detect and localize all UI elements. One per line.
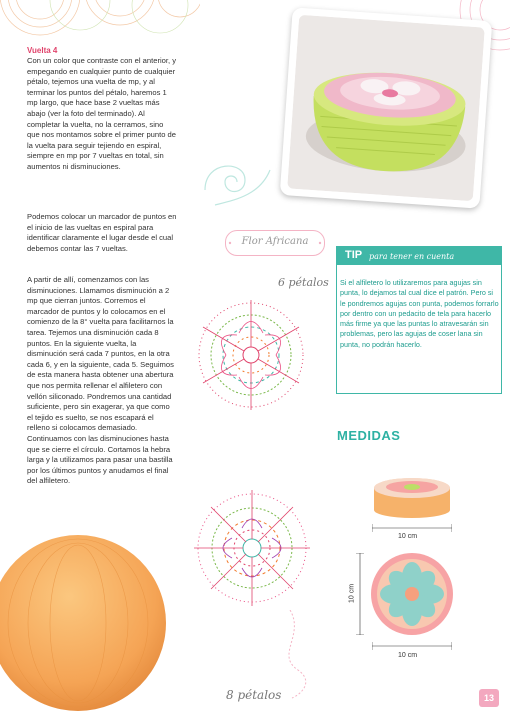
dotted-connector <box>270 610 320 700</box>
diagram-label-8-petals: 8 pétalos <box>226 688 282 702</box>
crochet-diagram-6-petals <box>186 290 316 420</box>
tip-text: Si el alfiletero lo utilizaremos para agujas sin punta, lo dejamos tal cual dice el patrón. Pero si le pondremos agujas con punta, podemos forrarlo por dentro con un pedacito de tela para hacerlo más firme ya que las puntas lo atravesarán sin problemas, pero las agujas de coser lana sin punta, no podrán hacerlo. <box>340 278 499 349</box>
decorative-doily-top-left <box>0 0 200 50</box>
pincushion-photo <box>287 15 485 202</box>
measure-width-line-bottom <box>372 642 452 652</box>
height-label-side: 10 cm <box>348 583 356 604</box>
pincushion-photo-frame <box>280 7 493 208</box>
diagram-label-6-petals: 6 pétalos <box>278 276 329 289</box>
paragraph-1: Con un color que contraste con el anterior, y empegando en cualquier punto de cualquier pétalo, tejemos una vuelta de mp, y al terminar los puntos del pétalo, haremos 1 mp largo, que hace base 2 vueltas más abajo (ver la foto del terminado). Al completar la vuelta, no la cerramos, sino que nos montamos sobre el primer punto de la vuelta para seguir tejiendo en espiral, siempre en mp por 7 vueltas en total, sin aumentos ni disminuciones. <box>27 56 177 171</box>
badge-label: Flor Africana <box>241 236 309 247</box>
paragraph-3: A partir de allí, comenzamos con las disminuciones. Llamamos disminución a 2 mp que cierran juntos. Corremos el marcador de puntos y lo colocamos en el comienzo de la 8° vuelta para facilitarnos la tarea. Tejemos una disminución cada 8 puntos. En la siguiente vuelta, la disminución será cada 7 puntos, en la otra cada 6, y en la siguiente, cada 5. Seguimos de esta manera hasta obtener una abertura que nos permita rellenar el alfiletero con vellón siliconado. Pondremos una cantidad suficiente, pero sin exagerar, ya que como el tejido es suelto, se nos escapará el relleno si colocamos demasiado. Continuamos con las disminuciones hasta que se cierre el círculo. Cortamos la hebra larga y la utilizamos para pasar una bastilla por los últimos puntos y anudamos el final del alfiletero. <box>27 275 174 486</box>
section-title: Vuelta 4 <box>27 46 58 55</box>
orange-pincushion-photo <box>0 533 170 719</box>
flor-africana-badge <box>225 230 325 256</box>
page-number: 13 <box>479 689 499 707</box>
tip-title: TIP <box>345 249 363 261</box>
width-label-bottom: 10 cm <box>398 652 418 659</box>
paragraph-2: Podemos colocar un marcador de puntos en el inicio de las vueltas en espiral para identificar claramente el lugar desde el cual debemos contar las 7 vueltas. <box>27 212 177 253</box>
decorative-swirl <box>195 150 275 210</box>
width-label-top: 10 cm <box>398 533 418 540</box>
crochet-diagram-8-petals <box>186 482 318 614</box>
measure-top-view <box>367 549 457 639</box>
medidas-title: MEDIDAS <box>337 428 401 443</box>
measure-side-view <box>367 474 457 524</box>
measure-height-line <box>355 553 365 635</box>
tip-subtitle: para tener en cuenta <box>369 252 455 261</box>
